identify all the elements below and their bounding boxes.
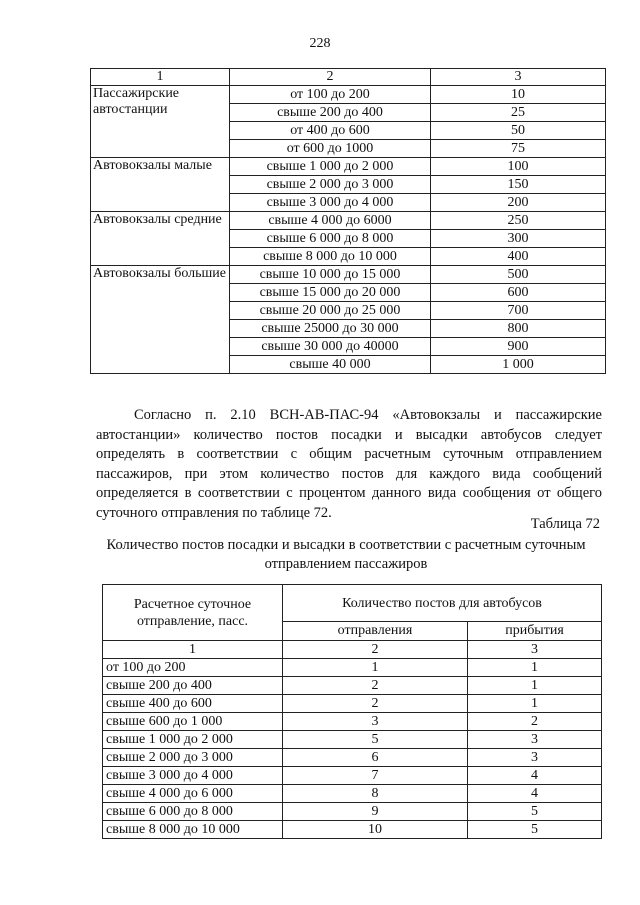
stations-capacity-table bbox=[90, 68, 606, 374]
header-posts-count: Количество постов для автобусов bbox=[283, 585, 602, 622]
table-row bbox=[103, 803, 602, 821]
column-number: 3 bbox=[431, 69, 606, 86]
capacity-value: 25 bbox=[431, 104, 606, 122]
header-departures: отправления bbox=[283, 622, 468, 641]
paragraph-text: Согласно п. 2.10 ВСН-АВ-ПАС-94 «Автовокзалы и пассажирские автостанции» количество постов посадки и высадки автобусов следует определять в соответствии с общим расчетным суточным отправлением пассажиров, при этом количество постов для каждого вида сообщений определяется в соответствии с процентом данного вида сообщения от общего суточного отправления по таблице 72. bbox=[96, 407, 602, 521]
arrival-posts: 1 bbox=[468, 677, 602, 695]
column-number: 2 bbox=[283, 641, 468, 659]
column-number: 3 bbox=[468, 641, 602, 659]
header-daily-departure: Расчетное суточное отправление, пасс. bbox=[103, 585, 283, 641]
table-row bbox=[91, 158, 606, 176]
capacity-value: 300 bbox=[431, 230, 606, 248]
table-row bbox=[103, 767, 602, 785]
departure-range: свыше 4 000 до 6 000 bbox=[103, 785, 283, 803]
departure-posts: 2 bbox=[283, 695, 468, 713]
departure-posts: 6 bbox=[283, 749, 468, 767]
arrival-posts: 3 bbox=[468, 731, 602, 749]
departure-range: свыше 200 до 400 bbox=[103, 677, 283, 695]
departure-range: от 600 до 1000 bbox=[230, 140, 431, 158]
departure-range: свыше 15 000 до 20 000 bbox=[230, 284, 431, 302]
table-number: Таблица 72 bbox=[530, 516, 600, 532]
departure-posts: 3 bbox=[283, 713, 468, 731]
capacity-value: 900 bbox=[431, 338, 606, 356]
departure-range: свыше 8 000 до 10 000 bbox=[230, 248, 431, 266]
arrival-posts: 3 bbox=[468, 749, 602, 767]
body-paragraph bbox=[96, 406, 602, 523]
capacity-value: 1 000 bbox=[431, 356, 606, 374]
table-row bbox=[91, 212, 606, 230]
departure-range: свыше 1 000 до 2 000 bbox=[230, 158, 431, 176]
capacity-value: 600 bbox=[431, 284, 606, 302]
capacity-value: 250 bbox=[431, 212, 606, 230]
departure-range: свыше 200 до 400 bbox=[230, 104, 431, 122]
departure-range: свыше 4 000 до 6000 bbox=[230, 212, 431, 230]
table-row bbox=[103, 821, 602, 839]
table-row bbox=[103, 785, 602, 803]
table-row bbox=[103, 749, 602, 767]
departure-range: свыше 2 000 до 3 000 bbox=[103, 749, 283, 767]
table-row bbox=[103, 731, 602, 749]
departure-posts: 1 bbox=[283, 659, 468, 677]
arrival-posts: 2 bbox=[468, 713, 602, 731]
capacity-value: 150 bbox=[431, 176, 606, 194]
arrival-posts: 1 bbox=[468, 659, 602, 677]
departure-range: свыше 25000 до 30 000 bbox=[230, 320, 431, 338]
departure-range: свыше 30 000 до 40000 bbox=[230, 338, 431, 356]
station-category: Автовокзалы большие bbox=[91, 266, 230, 374]
departure-range: свыше 8 000 до 10 000 bbox=[103, 821, 283, 839]
departure-posts: 5 bbox=[283, 731, 468, 749]
header-arrivals: прибытия bbox=[468, 622, 602, 641]
table-row bbox=[103, 713, 602, 731]
table-header-row bbox=[103, 585, 602, 622]
arrival-posts: 5 bbox=[468, 803, 602, 821]
departure-range: от 400 до 600 bbox=[230, 122, 431, 140]
column-number: 2 bbox=[230, 69, 431, 86]
departure-range: свыше 40 000 bbox=[230, 356, 431, 374]
station-category: Автовокзалы средние bbox=[91, 212, 230, 266]
capacity-value: 10 bbox=[431, 86, 606, 104]
arrival-posts: 4 bbox=[468, 767, 602, 785]
column-number: 1 bbox=[91, 69, 230, 86]
table-number-row bbox=[103, 641, 602, 659]
capacity-value: 400 bbox=[431, 248, 606, 266]
page-number: 228 bbox=[309, 36, 331, 51]
capacity-value: 50 bbox=[431, 122, 606, 140]
capacity-value: 700 bbox=[431, 302, 606, 320]
departure-range: от 100 до 200 bbox=[230, 86, 431, 104]
table-row bbox=[91, 266, 606, 284]
departure-range: свыше 3 000 до 4 000 bbox=[230, 194, 431, 212]
capacity-value: 800 bbox=[431, 320, 606, 338]
boarding-posts-table bbox=[102, 584, 602, 839]
capacity-value: 100 bbox=[431, 158, 606, 176]
departure-posts: 9 bbox=[283, 803, 468, 821]
table-row bbox=[91, 86, 606, 104]
table-header-row bbox=[91, 69, 606, 86]
departure-range: свыше 10 000 до 15 000 bbox=[230, 266, 431, 284]
table-row bbox=[103, 677, 602, 695]
departure-range: свыше 600 до 1 000 bbox=[103, 713, 283, 731]
station-category: Автовокзалы малые bbox=[91, 158, 230, 212]
departure-posts: 8 bbox=[283, 785, 468, 803]
departure-range: свыше 6 000 до 8 000 bbox=[230, 230, 431, 248]
departure-range: свыше 20 000 до 25 000 bbox=[230, 302, 431, 320]
departure-range: свыше 3 000 до 4 000 bbox=[103, 767, 283, 785]
departure-range: свыше 6 000 до 8 000 bbox=[103, 803, 283, 821]
arrival-posts: 4 bbox=[468, 785, 602, 803]
departure-posts: 10 bbox=[283, 821, 468, 839]
column-number: 1 bbox=[103, 641, 283, 659]
departure-range: от 100 до 200 bbox=[103, 659, 283, 677]
capacity-value: 500 bbox=[431, 266, 606, 284]
capacity-value: 75 bbox=[431, 140, 606, 158]
departure-range: свыше 400 до 600 bbox=[103, 695, 283, 713]
station-category: Пассажирские автостанции bbox=[91, 86, 230, 158]
arrival-posts: 5 bbox=[468, 821, 602, 839]
table-row bbox=[103, 659, 602, 677]
departure-posts: 7 bbox=[283, 767, 468, 785]
departure-posts: 2 bbox=[283, 677, 468, 695]
table-title: Количество постов посадки и высадки в соответствии с расчетным суточным отправлением пассажиров bbox=[106, 537, 586, 572]
departure-range: свыше 1 000 до 2 000 bbox=[103, 731, 283, 749]
capacity-value: 200 bbox=[431, 194, 606, 212]
departure-range: свыше 2 000 до 3 000 bbox=[230, 176, 431, 194]
table-row bbox=[103, 695, 602, 713]
arrival-posts: 1 bbox=[468, 695, 602, 713]
